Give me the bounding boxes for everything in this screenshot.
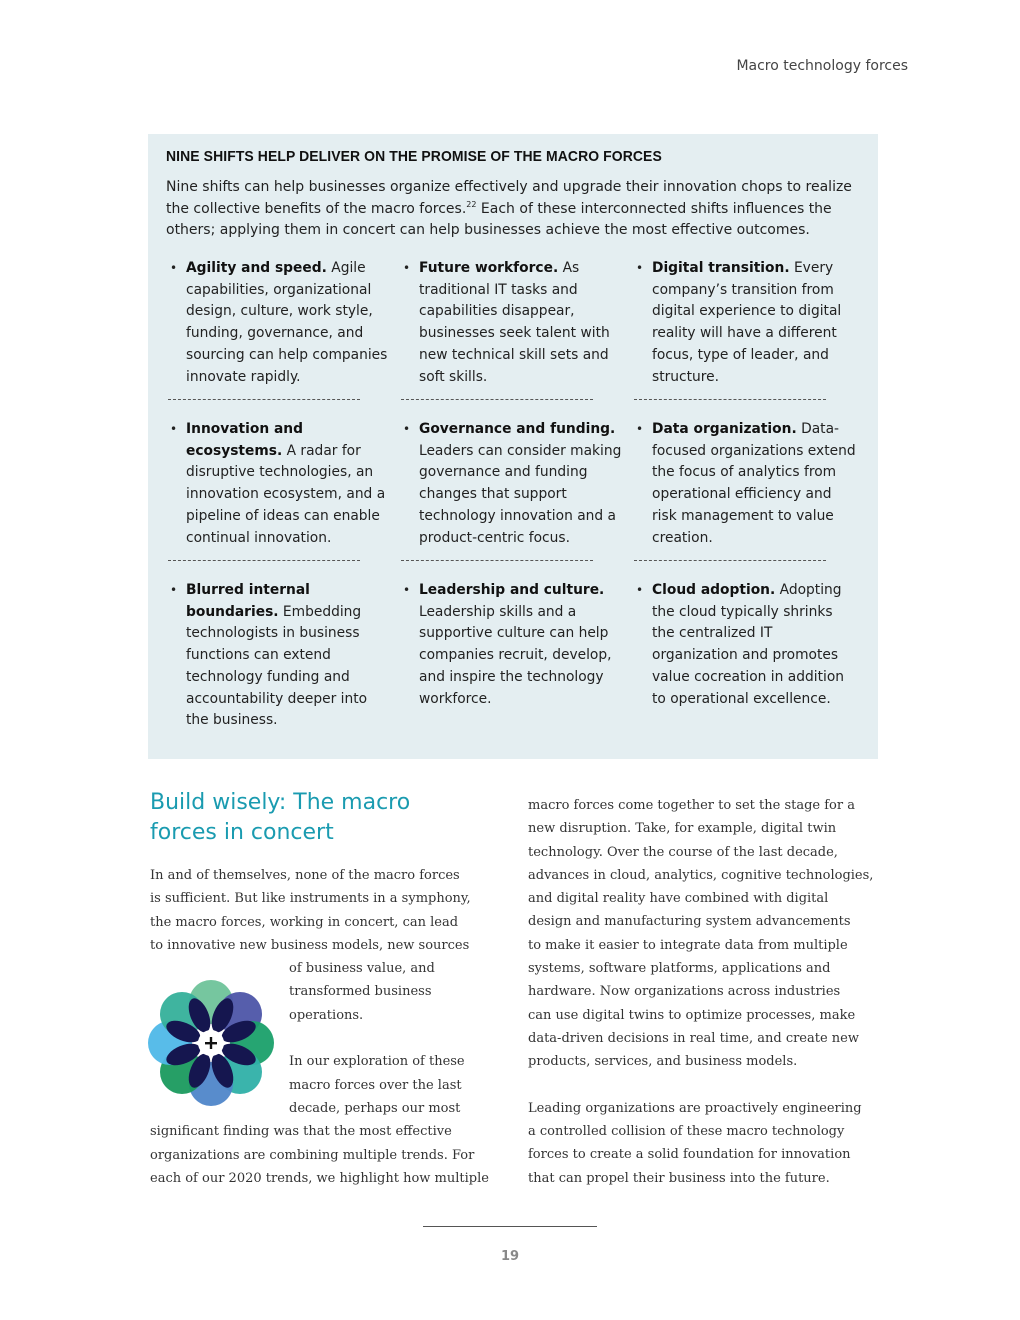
dashed-divider: [634, 399, 826, 400]
shifts-column-3: [634, 258, 856, 710]
running-header: Macro technology forces: [736, 58, 908, 74]
dashed-divider: [401, 560, 593, 561]
sidebar-intro: Nine shifts can help businesses organize effectively and upgrade their innovation chops to realize the collective benefits of the macro forces.$^{22}$ Each of these interconnected shifts influences the others; applying them in concert can help businesses achieve the most effective outcomes.: [166, 179, 852, 239]
shift-item: • Innovation and ecosystems. A radar for disruptive technologies, an innovation ecosystem, and a pipeline of ideas can enable continual innovation.: [170, 421, 386, 546]
shift-item: • Governance and funding. Leaders can consider making governance and funding changes that support technology innovation and a product-centric focus.: [403, 421, 622, 546]
line: each of our 2020 trends, we highlight how multiple: [150, 1170, 489, 1186]
line: macro forces over the last: [289, 1077, 462, 1093]
line: the macro forces, working in concert, can lead: [150, 914, 459, 930]
footnote-ref[interactable]: 22: [466, 199, 477, 209]
line: can use digital twins to optimize processes, make: [528, 1007, 856, 1023]
page-number: 19: [500, 1249, 520, 1264]
line: In our exploration of these: [289, 1054, 465, 1070]
shifts-column-2: [401, 258, 623, 710]
dashed-divider: [634, 560, 826, 561]
sidebar-title: NINE SHIFTS HELP DELIVER ON THE PROMISE OF THE MACRO FORCES: [166, 148, 662, 165]
line: data-driven decisions in real time, and create new: [528, 1030, 859, 1046]
line: In and of themselves, none of the macro forces: [150, 868, 460, 883]
dashed-divider: [168, 560, 360, 561]
line: of business value, and: [289, 961, 435, 977]
section-heading: Build wisely: The macro forces in concert: [150, 790, 411, 845]
macro-forces-flower-icon: [148, 980, 274, 1106]
line: is sufficient. But like instruments in a symphony,: [150, 891, 471, 907]
line: operations.: [289, 1007, 364, 1023]
shift-item: • Leadership and culture. Leadership skills and a supportive culture can help companies recruit, develop, and inspire the technology workforce.: [403, 582, 612, 707]
line: to innovative new business models, new sources: [150, 937, 470, 953]
line: and digital reality have combined with digital: [528, 891, 829, 907]
line: to make it easier to integrate data from multiple: [528, 937, 848, 953]
shifts-column-1: [168, 258, 390, 732]
line: decade, perhaps our most: [289, 1100, 461, 1116]
shift-item: • Future workforce. As traditional IT tasks and capabilities disappear, businesses seek talent with new technical skill sets and soft skills.: [403, 260, 610, 385]
line: that can propel their business into the future.: [528, 1170, 830, 1186]
dashed-divider: [401, 399, 593, 400]
shift-item: • Agility and speed. Agile capabilities, organizational design, culture, work style, funding, governance, and sourcing can help companies innovate rapidly.: [170, 260, 388, 385]
shift-item: • Blurred internal boundaries. Embedding technologists in business functions can extend technology funding and accountability deeper into the business.: [170, 582, 368, 729]
line: advances in cloud, analytics, cognitive technologies,: [528, 867, 874, 883]
body-column-right: [528, 794, 878, 1190]
line: technology. Over the course of the last decade,: [528, 844, 838, 860]
line: systems, software platforms, applications and: [528, 961, 831, 977]
shift-item: • Data organization. Data-focused organizations extend the focus of analytics from operational efficiency and risk management to value creation.: [636, 421, 856, 546]
line: transformed business: [289, 984, 432, 1000]
line: macro forces come together to set the stage for a: [528, 798, 855, 813]
line: forces to create a solid foundation for innovation: [528, 1147, 851, 1163]
line: new disruption. Take, for example, digital twin: [528, 821, 837, 837]
line: organizations are combining multiple trends. For: [150, 1147, 475, 1163]
line: design and manufacturing system advancements: [528, 914, 851, 930]
line: hardware. Now organizations across industries: [528, 984, 841, 1000]
line: Leading organizations are proactively engineering: [528, 1100, 862, 1116]
shift-item: • Digital transition. Every company’s transition from digital experience to digital reality will have a different focus, type of leader, and structure.: [636, 260, 842, 385]
dashed-divider: [168, 399, 360, 400]
footer-rule: [423, 1226, 597, 1227]
line: products, services, and business models.: [528, 1054, 798, 1070]
line: a controlled collision of these macro technology: [528, 1124, 845, 1140]
nine-shifts-sidebar: [148, 134, 878, 759]
line: significant finding was that the most effective: [150, 1124, 452, 1140]
shift-item: • Cloud adoption. Adopting the cloud typically shrinks the centralized IT organization and promotes value cocreation in addition to operational excellence.: [636, 582, 845, 707]
